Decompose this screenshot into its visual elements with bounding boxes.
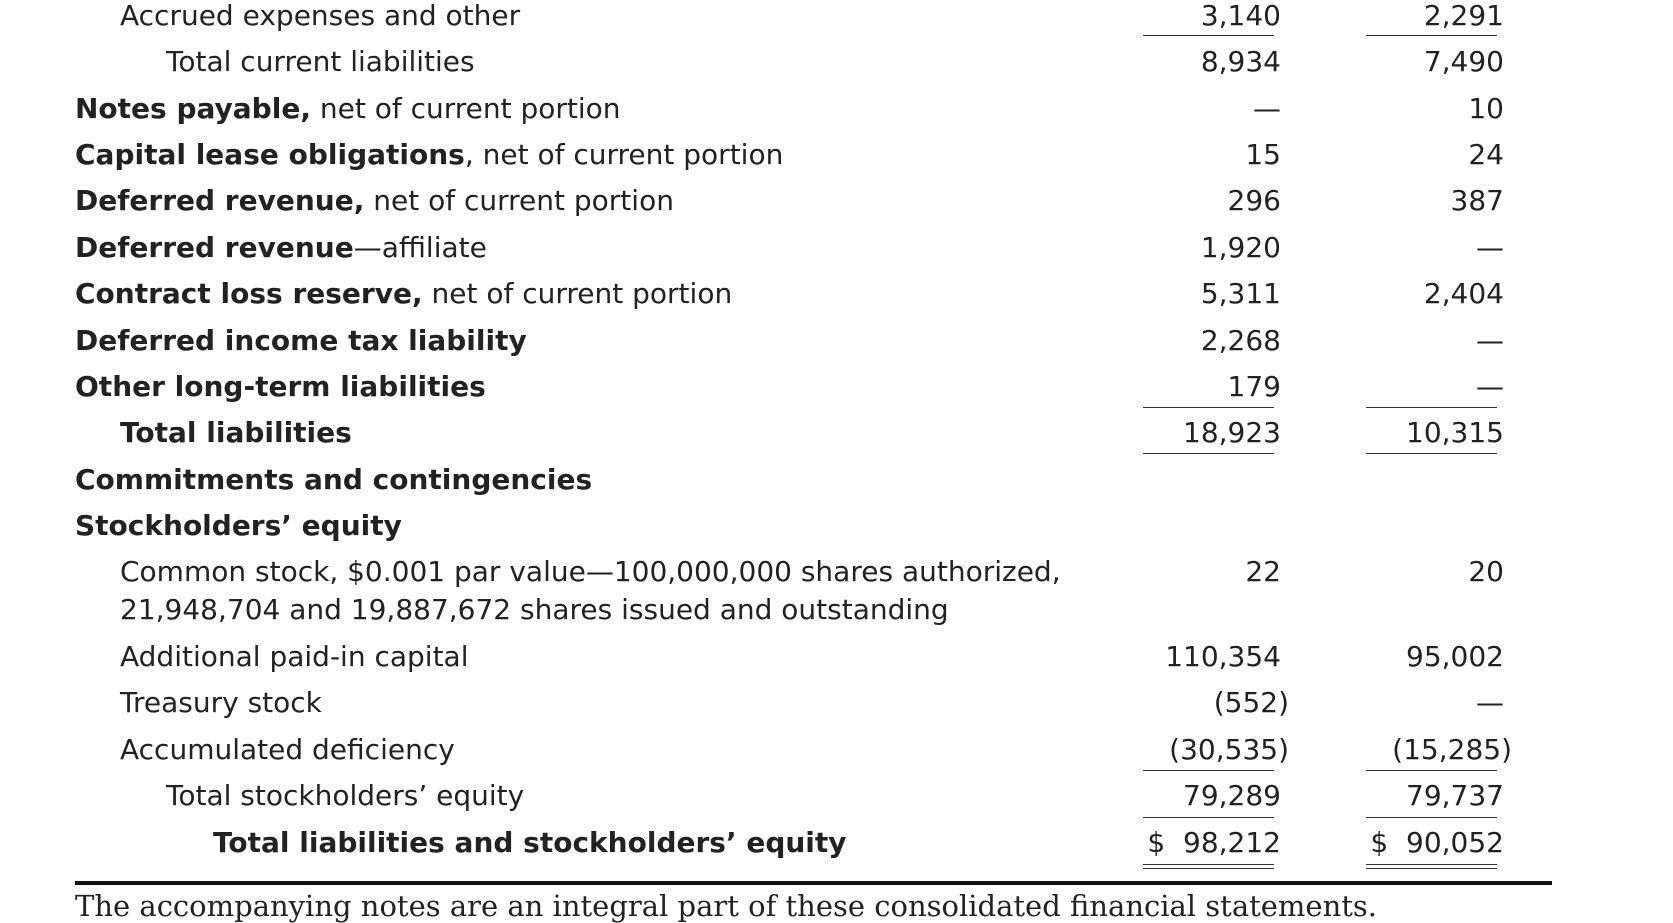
total-rule bbox=[1366, 453, 1497, 454]
row-label-line1: Common stock, $0.001 par value—100,000,000 shares authorized, bbox=[120, 555, 1061, 588]
row-notes-payable bbox=[0, 86, 1673, 132]
value-prior-year: (15,285) bbox=[1392, 733, 1512, 766]
value-prior-year: — bbox=[1476, 370, 1504, 403]
row-accumulated-deficiency bbox=[0, 727, 1673, 773]
subtotal-rule bbox=[1143, 770, 1274, 771]
value-current-year: 79,289 bbox=[1183, 779, 1281, 812]
value-current-year: 1,920 bbox=[1200, 231, 1281, 264]
value-prior-year: 2,291 bbox=[1423, 0, 1504, 32]
value-prior-year: — bbox=[1476, 231, 1504, 264]
row-other-long-term-liabilities bbox=[0, 364, 1673, 410]
double-underline bbox=[1143, 864, 1274, 869]
subtotal-rule bbox=[1366, 770, 1497, 771]
value-current-year: 5,311 bbox=[1200, 277, 1281, 310]
row-label bbox=[75, 271, 732, 317]
row-label: Treasury stock bbox=[120, 686, 322, 719]
footer-rule bbox=[75, 881, 1552, 885]
value-prior-year: 24 bbox=[1468, 138, 1504, 171]
row-total-liabilities bbox=[0, 410, 1673, 456]
row-label-rest: —affiliate bbox=[353, 231, 487, 264]
row-common-stock bbox=[0, 553, 1673, 633]
section-heading: Stockholders’ equity bbox=[75, 509, 402, 542]
row-label bbox=[75, 178, 674, 224]
row-deferred-revenue-affiliate bbox=[0, 225, 1673, 271]
row-deferred-income-tax bbox=[0, 318, 1673, 364]
row-label bbox=[75, 132, 783, 178]
row-total-current-liabilities bbox=[0, 39, 1673, 85]
row-label-bold: Contract loss reserve, bbox=[75, 277, 423, 310]
row-total-stockholders-equity bbox=[0, 773, 1673, 819]
row-label-rest: net of current portion bbox=[310, 92, 621, 125]
row-label-bold: Deferred revenue bbox=[75, 231, 354, 264]
row-label-line2: 21,948,704 and 19,887,672 shares issued and outstanding bbox=[120, 593, 949, 626]
value-prior-year: 7,490 bbox=[1423, 45, 1504, 78]
value-prior-year: — bbox=[1476, 324, 1504, 357]
value-current-year: 2,268 bbox=[1200, 324, 1281, 357]
row-commitments-contingencies bbox=[0, 457, 1673, 503]
total-rule bbox=[1143, 453, 1274, 454]
row-stockholders-equity-heading bbox=[0, 503, 1673, 549]
row-label: Deferred income tax liability bbox=[75, 324, 527, 357]
value-current-year: — bbox=[1253, 92, 1281, 125]
value-prior-year: 387 bbox=[1450, 184, 1504, 217]
row-label: Accrued expenses and other bbox=[120, 0, 521, 32]
row-label: Commitments and contingencies bbox=[75, 463, 593, 496]
row-label-bold: Deferred revenue, bbox=[75, 184, 365, 217]
row-label: Other long-term liabilities bbox=[75, 370, 486, 403]
subtotal-rule bbox=[1366, 817, 1497, 818]
row-label-rest: net of current portion bbox=[422, 277, 733, 310]
subtotal-rule bbox=[1366, 407, 1497, 408]
value-current-year: 15 bbox=[1245, 138, 1281, 171]
value-current-year: 3,140 bbox=[1200, 0, 1281, 32]
row-accrued-expenses bbox=[0, 0, 1673, 39]
value-prior-year: 20 bbox=[1468, 555, 1504, 588]
value-current-year: 8,934 bbox=[1200, 45, 1281, 78]
row-total-liabilities-and-equity bbox=[0, 820, 1673, 866]
row-label-rest: , net of current portion bbox=[464, 138, 784, 171]
row-label: Total liabilities and stockholders’ equity bbox=[213, 826, 847, 859]
value-current-year: 22 bbox=[1245, 555, 1281, 588]
subtotal-rule bbox=[1143, 35, 1274, 36]
value-prior-year: 95,002 bbox=[1406, 640, 1504, 673]
row-label bbox=[75, 225, 487, 271]
value-current-year: (552) bbox=[1213, 686, 1289, 719]
value-current-year: 296 bbox=[1227, 184, 1281, 217]
row-additional-paid-in-capital bbox=[0, 634, 1673, 680]
row-treasury-stock bbox=[0, 680, 1673, 726]
value-prior-year: 2,404 bbox=[1423, 277, 1504, 310]
row-label-bold: Notes payable, bbox=[75, 92, 311, 125]
value-current-year: $ 98,212 bbox=[1147, 826, 1281, 859]
double-underline bbox=[1366, 864, 1497, 869]
row-deferred-revenue bbox=[0, 178, 1673, 224]
row-label-bold: Capital lease obligations bbox=[75, 138, 465, 171]
value-prior-year: $ 90,052 bbox=[1370, 826, 1504, 859]
value-current-year: 18,923 bbox=[1183, 416, 1281, 449]
subtotal-rule bbox=[1143, 407, 1274, 408]
value-current-year: (30,535) bbox=[1169, 733, 1289, 766]
row-label bbox=[75, 86, 621, 132]
value-prior-year: 79,737 bbox=[1406, 779, 1504, 812]
row-label: Total current liabilities bbox=[166, 45, 475, 78]
value-prior-year: 10 bbox=[1468, 92, 1504, 125]
subtotal-rule bbox=[1143, 817, 1274, 818]
row-capital-lease-obligations bbox=[0, 132, 1673, 178]
value-current-year: 110,354 bbox=[1165, 640, 1281, 673]
value-prior-year: 10,315 bbox=[1406, 416, 1504, 449]
row-label: Total liabilities bbox=[120, 416, 352, 449]
row-label: Accumulated deficiency bbox=[120, 733, 455, 766]
row-label-rest: net of current portion bbox=[364, 184, 674, 217]
row-contract-loss-reserve bbox=[0, 271, 1673, 317]
value-prior-year: — bbox=[1476, 686, 1504, 719]
value-current-year: 179 bbox=[1227, 370, 1281, 403]
subtotal-rule bbox=[1366, 35, 1497, 36]
footer-note: The accompanying notes are an integral part of these consolidated financial statements. bbox=[75, 889, 1378, 923]
row-label: Total stockholders’ equity bbox=[166, 779, 525, 812]
row-label: Additional paid-in capital bbox=[120, 640, 469, 673]
